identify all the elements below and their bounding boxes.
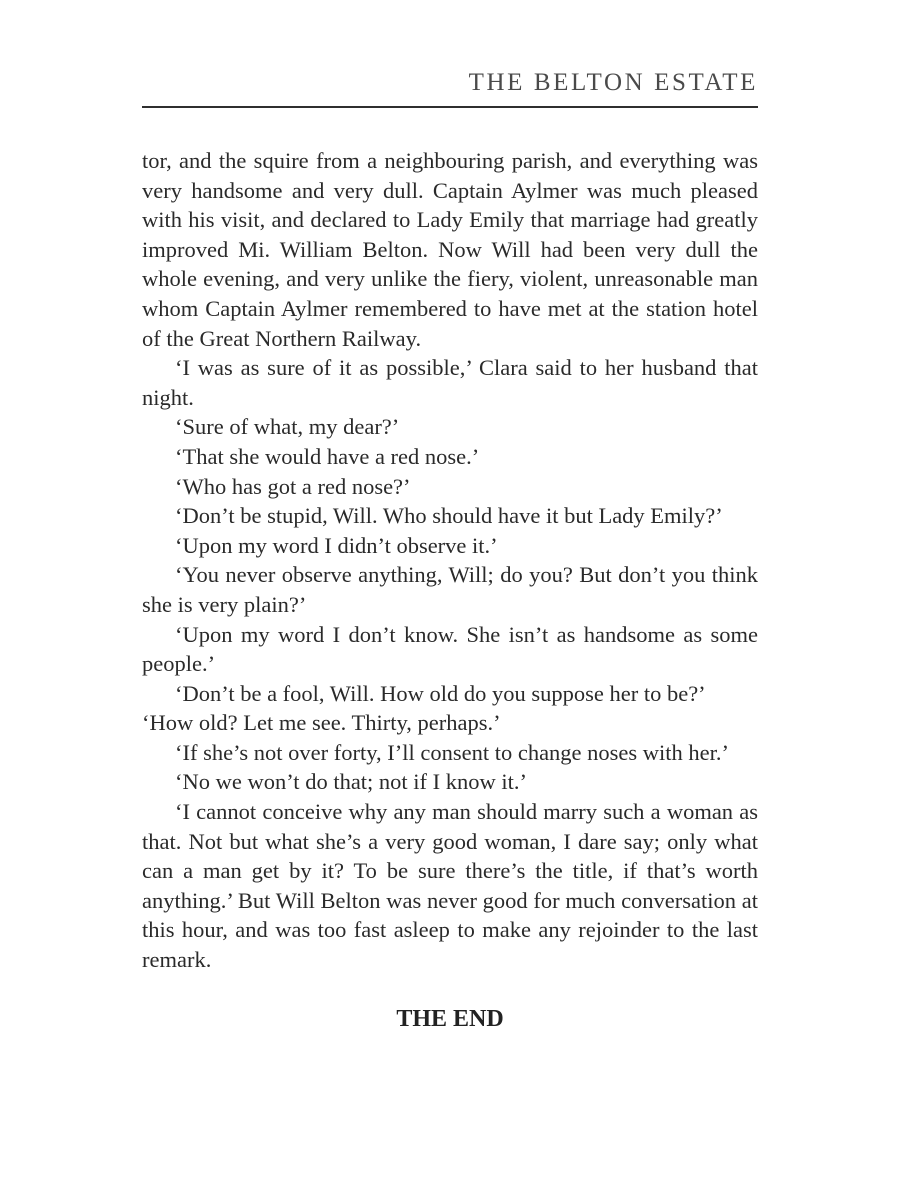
paragraph: ‘Don’t be a fool, Will. How old do you suppose her to be?’ [175, 680, 706, 706]
paragraph: ‘Upon my word I didn’t observe it.’ [175, 532, 498, 558]
paragraph: ‘Don’t be stupid, Will. Who should have it but Lady Emily?’ [175, 503, 723, 529]
running-head-title: THE BELTON ESTATE [468, 69, 758, 96]
paragraph: ‘I was as sure of it as possible,’ Clara said to her husband that night. [142, 355, 758, 410]
paragraph: ‘That she would have a red nose.’ [175, 443, 480, 469]
paragraph: ‘If she’s not over forty, I’ll consent to change noses with her.’ [175, 739, 730, 765]
paragraph: ‘Sure of what, my dear?’ [175, 414, 400, 440]
paragraph: ‘You never observe anything, Will; do you? But don’t you think she is very plain?’ [142, 562, 758, 617]
header-rule [142, 106, 758, 108]
the-end-heading: THE END [396, 1006, 504, 1032]
body-text [142, 146, 758, 975]
paragraph: ‘No we won’t do that; not if I know it.’ [175, 769, 528, 795]
paragraph: ‘Who has got a red nose?’ [175, 473, 411, 499]
paragraph: ‘Upon my word I don’t know. She isn’t as handsome as some people.’ [142, 621, 758, 677]
paragraph: tor, and the squire from a neighbouring parish, and everything was very handsome and very dull. Captain Aylmer was much pleased with his visit, and declared to Lady Emily that marriage had greatly improved Mi. William Belton. Now Will had been very dull the whole evening, and very unlike the fiery, violent, unreasonable man whom Captain Aylmer remembered to have met at the station hotel of the Great Northern Railway. [142, 148, 758, 351]
paragraph: ‘How old? Let me see. Thirty, perhaps.’ [142, 710, 501, 736]
paragraph: ‘I cannot conceive why any man should marry such a woman as that. Not but what she’s a very good woman, I dare say; only what can a man get by it? To be sure there’s the title, if that’s worth anything.’ But Will Belton was never good for much conversation at this hour, and was too fast asleep to make any rejoinder to the last remark. [142, 799, 758, 973]
